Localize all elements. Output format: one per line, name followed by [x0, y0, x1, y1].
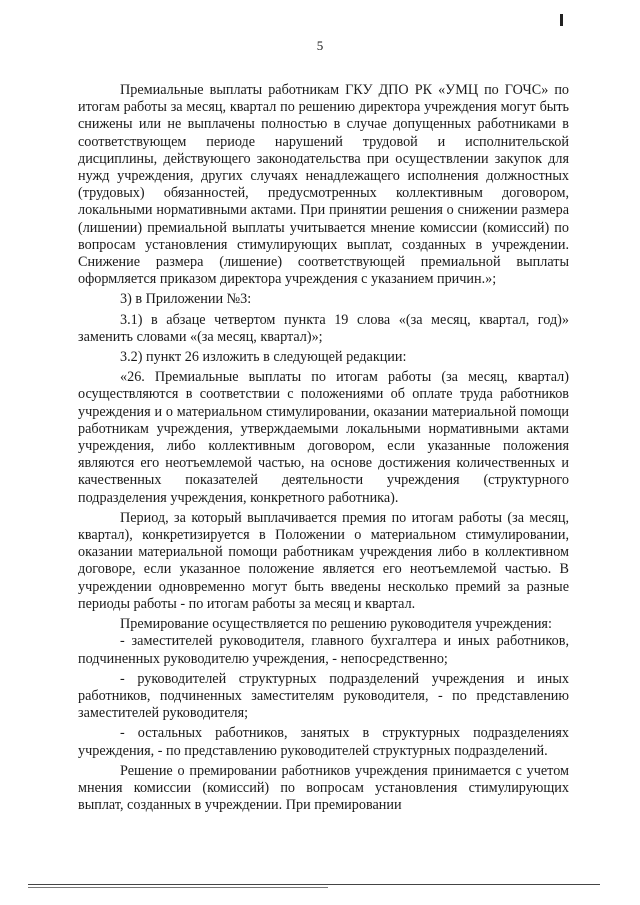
list-item-unit-heads: - руководителей структурных подразделений учреждения и иных работников, подчиненных заместителям руководителя, - по представлению заместителей руководителя;	[78, 670, 569, 722]
document-body	[78, 82, 569, 814]
bottom-edge-line-secondary	[28, 887, 328, 888]
paragraph-bonus-period: Период, за который выплачивается премия по итогам работы (за месяц, квартал), конкретизируется в Положении о материальном стимулировании, оказании материальной помощи работникам учреждения либо в коллективном договоре, если указанное положение является его неотъемлемой частью. В учреждении одновременно могут быть введены несколько премий за разные периоды работы - по итогам работы за месяц и квартал.	[78, 509, 569, 612]
paragraph-clause-26: «26. Премиальные выплаты по итогам работы (за месяц, квартал) осуществляются в соответствии с положениями об оплате труда работников учреждения и о материальном стимулировании, оказании материальной помощи работникам учреждения, утверждаемыми локальными нормативными актами учреждения, либо коллективным договором, если указанные положения являются его неотъемлемой частью, на основе достижения количественных и качественных показателей деятельности учреждения (структурного подразделения учреждения, конкретного работника).	[78, 369, 569, 506]
paragraph-item-3-2: 3.2) пункт 26 изложить в следующей редакции:	[120, 349, 407, 366]
paragraph-bonus-decision: Премирование осуществляется по решению руководителя учреждения:	[120, 616, 552, 633]
paragraph-appendix-3: 3) в Приложении №3:	[120, 291, 252, 308]
list-item-other-staff: - остальных работников, занятых в структурных подразделениях учреждения, - по представлению руководителей структурных подразделений.	[78, 725, 569, 759]
page-number: 5	[316, 38, 324, 53]
paragraph-commission-opinion: Решение о премировании работников учреждения принимается с учетом мнения комиссии (комиссий) по вопросам установления стимулирующих выплат, созданных в учреждении. При премировании	[78, 762, 569, 814]
paragraph-item-3-1: 3.1) в абзаце четвертом пункта 19 слова «(за месяц, квартал, год)» заменить словами «(за месяц, квартал)»;	[78, 311, 569, 345]
bottom-edge-line	[28, 884, 600, 885]
list-item-deputies: - заместителей руководителя, главного бухгалтера и иных работников, подчиненных руководителю учреждения, - непосредственно;	[78, 633, 569, 667]
paragraph-bonus-reduction: Премиальные выплаты работникам ГКУ ДПО РК «УМЦ по ГОЧС» по итогам работы за месяц, квартал по решению директора учреждения могут быть снижены или не выплачены полностью в случае допущенных работниками в соответствующем периоде нарушений трудовой и исполнительской дисциплины, действующего законодательства при осуществлении закупок для нужд учреждения, других случаях ненадлежащего исполнения должностных (трудовых) обязанностей, предусмотренных коллективным договором, локальными нормативными актами. При принятии решения о снижении размера (лишении) премиальной выплаты учитывается мнение комиссии (комиссий) по вопросам установления стимулирующих выплат, созданных в учреждении. Снижение размера (лишение) соответствующей премиальной выплаты оформляется приказом директора учреждения с указанием причин.»;	[78, 82, 569, 288]
scan-mark	[560, 14, 563, 26]
